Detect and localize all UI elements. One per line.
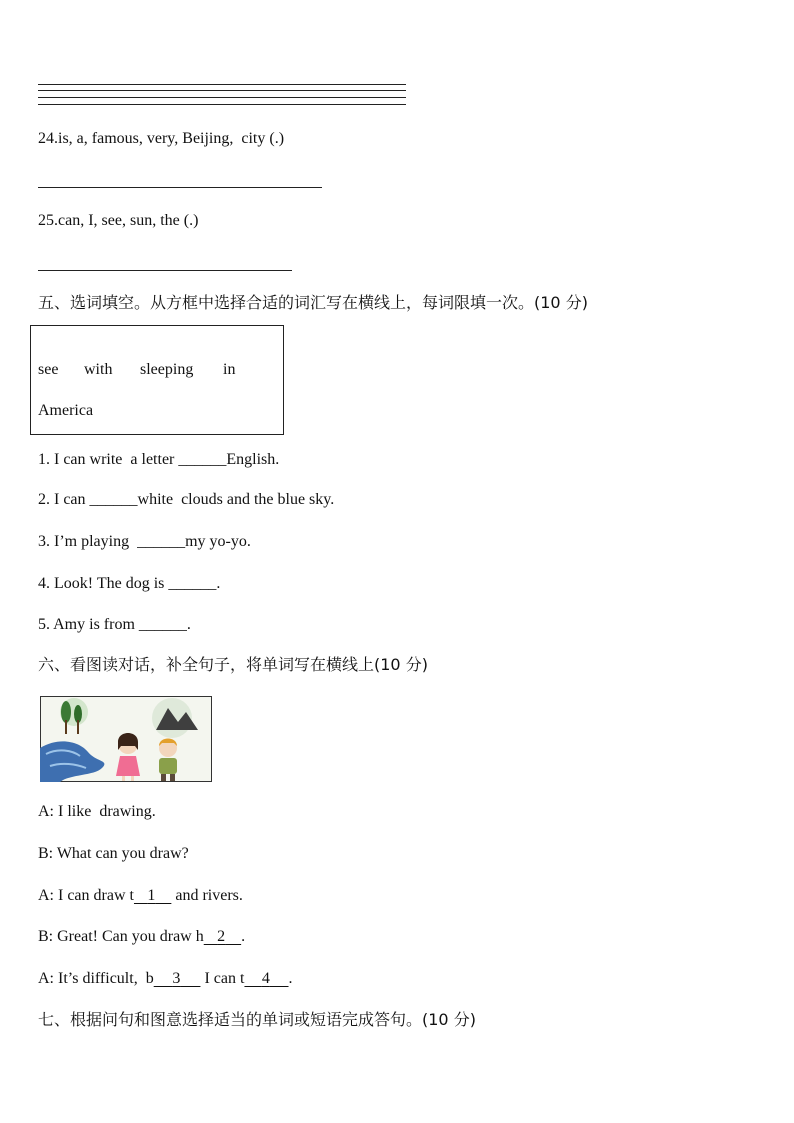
fill-item-1: 1. I can write a letter ______English. bbox=[38, 451, 280, 468]
fill-item-2: 2. I can ______white clouds and the blue sky. bbox=[38, 491, 335, 508]
line-text: A: It’s difficult, b bbox=[38, 970, 154, 987]
question-number: 25. bbox=[38, 212, 58, 229]
word-bank-item: see bbox=[38, 361, 59, 378]
blank-4[interactable] bbox=[244, 970, 288, 987]
line-text: B: Great! Can you draw h bbox=[38, 928, 204, 945]
fill-item-5: 5. Amy is from ______. bbox=[38, 616, 191, 633]
answer-line bbox=[38, 90, 406, 91]
word-bank-item: sleeping bbox=[140, 361, 194, 378]
blank-2[interactable] bbox=[204, 928, 241, 945]
line-text: . bbox=[241, 928, 246, 945]
dialogue-picture bbox=[40, 696, 212, 782]
dialogue-line-a3 bbox=[38, 969, 293, 989]
answer-line bbox=[38, 104, 406, 105]
word-bank-item: with bbox=[84, 361, 113, 378]
blank-number: 4 bbox=[261, 970, 270, 987]
blank-1[interactable] bbox=[134, 887, 171, 904]
blank-number: 2 bbox=[217, 928, 226, 945]
answer-line[interactable] bbox=[38, 270, 292, 271]
dialogue-line-a2 bbox=[38, 886, 243, 906]
question-25 bbox=[38, 211, 198, 231]
section-7-heading: 七、根据问句和图意选择适当的单词或短语完成答句。(10 分) bbox=[38, 1010, 476, 1029]
word-bank-item: in bbox=[223, 361, 236, 378]
line-text: A: I can draw t bbox=[38, 887, 134, 904]
question-prompt: is, a, famous, very, Beijing, city (.) bbox=[58, 130, 285, 147]
blank-3[interactable] bbox=[154, 970, 201, 987]
blank-number: 3 bbox=[172, 970, 181, 987]
section-6-heading: 六、看图读对话，补全句子，将单词写在横线上(10 分) bbox=[38, 655, 428, 674]
question-24 bbox=[38, 129, 284, 149]
answer-line bbox=[38, 97, 406, 98]
dialogue-line-b2 bbox=[38, 927, 245, 947]
line-text: . bbox=[288, 970, 293, 987]
answer-line bbox=[38, 84, 406, 85]
question-number: 24. bbox=[38, 130, 58, 147]
question-prompt: can, I, see, sun, the (.) bbox=[58, 212, 199, 229]
blank-number: 1 bbox=[147, 887, 156, 904]
fill-item-3: 3. I’m playing ______my yo-yo. bbox=[38, 533, 251, 550]
section-5-heading: 五、选词填空。从方框中选择合适的词汇写在横线上，每词限填一次。(10 分) bbox=[38, 293, 588, 312]
line-text: I can t bbox=[200, 970, 245, 987]
fill-item-4: 4. Look! The dog is ______. bbox=[38, 575, 221, 592]
line-text: and rivers. bbox=[171, 887, 243, 904]
dialogue-line-b1: B: What can you draw? bbox=[38, 845, 189, 862]
answer-line[interactable] bbox=[38, 187, 322, 188]
word-bank-item: America bbox=[38, 402, 94, 419]
dialogue-line-a1: A: I like drawing. bbox=[38, 803, 156, 820]
